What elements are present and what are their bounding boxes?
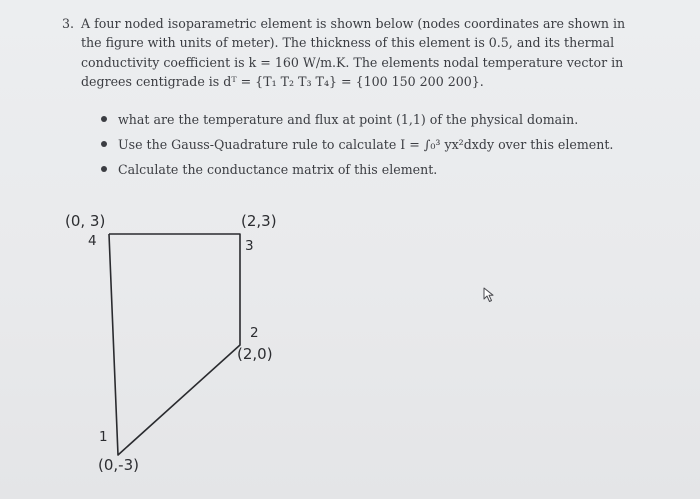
problem-line-2: the figure with units of meter). The thickness of this element is 0.5, and its thermal xyxy=(81,35,615,51)
node-4-id: 4 xyxy=(88,233,97,249)
problem-number: 3. xyxy=(62,16,75,31)
task-gauss-quadrature: Use the Gauss-Quadrature rule to calculate I = ∫₀³ yx²dxdy over this element. xyxy=(100,132,660,157)
problem-line-4: degrees centigrade is dᵀ = {T₁ T₂ T₃ T₄} = {100 150 200 200}. xyxy=(81,74,484,90)
node-3-id: 3 xyxy=(245,238,254,254)
quadrilateral-edges xyxy=(109,234,240,455)
task-conductance-matrix: Calculate the conductance matrix of this element. xyxy=(100,157,660,182)
node-2-id: 2 xyxy=(250,325,259,341)
node-3-coord: (2,3) xyxy=(241,212,277,230)
node-1-id: 1 xyxy=(99,429,108,445)
node-4-coord: (0, 3) xyxy=(65,212,106,230)
mouse-pointer-icon xyxy=(483,287,497,303)
node-2-coord: (2,0) xyxy=(237,345,273,363)
task-temperature-flux: what are the temperature and flux at point (1,1) of the physical domain. xyxy=(100,107,660,132)
problem-line-1: A four noded isoparametric element is shown below (nodes coordinates are shown in xyxy=(81,16,626,31)
node-1-coord: (0,-3) xyxy=(98,456,139,474)
problem-line-3: conductivity coefficient is k = 160 W/m.K. The elements nodal temperature vector in xyxy=(81,54,624,70)
